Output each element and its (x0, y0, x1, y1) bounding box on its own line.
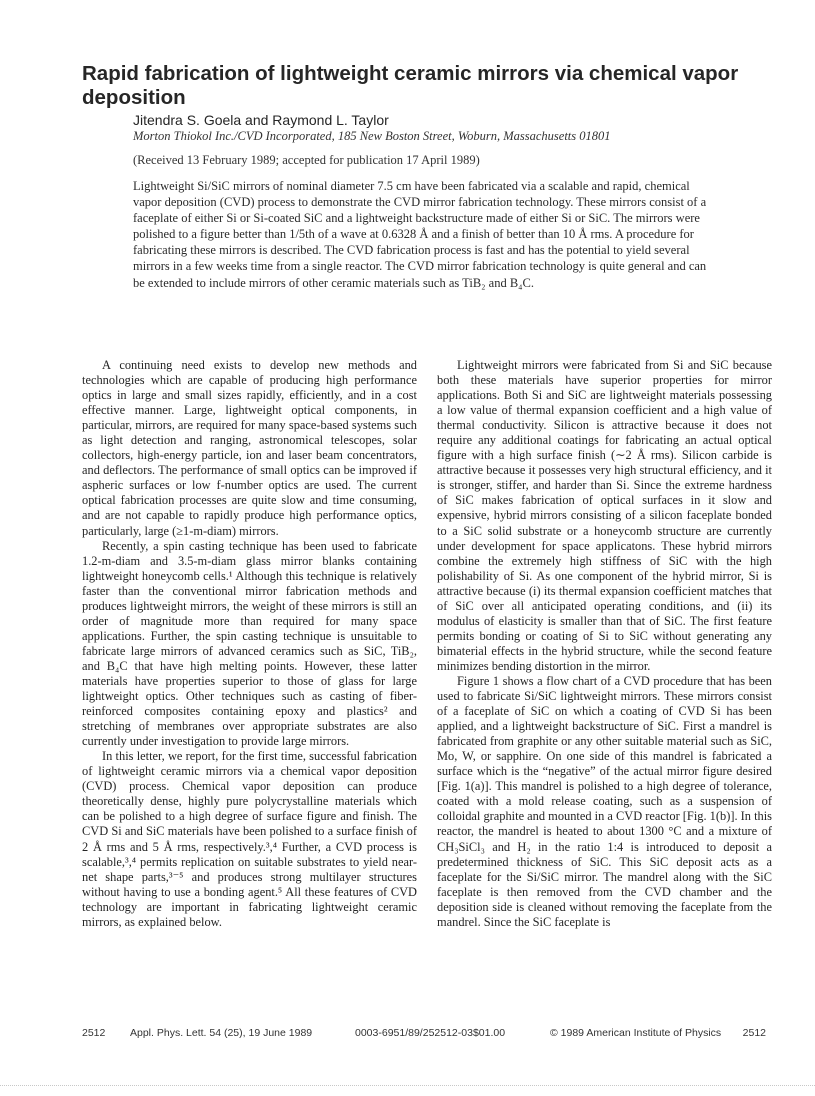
body-paragraph: In this letter, we report, for the first time, successful fabrication of lightweight ceramic mirrors via a chemical vapor deposition (CVD) process. Chemical vapor deposition can produce theoretically dense, highly pure polycrystalline materials which can be polished to a high degree of surface figure and finish. The CVD Si and SiC materials have been polished to a surface finish of 2 Å rms and 5 Å rms, respectively.³,⁴ Further, a CVD process is scalable,³,⁴ permits replication on suitable substrates to yield near-net shape parts,³⁻⁵ and produces strong multilayer structures without having to use a bonding agent.⁵ All these features of CVD technology are important in fabricating lightweight ceramic mirrors, as explained below. (82, 749, 417, 929)
footer-journal-citation: Appl. Phys. Lett. 54 (25), 19 June 1989 (130, 1027, 313, 1039)
footer-article-code: 0003-6951/89/252512-03$01.00 (355, 1027, 506, 1039)
abstract: Lightweight Si/SiC mirrors of nominal diameter 7.5 cm have been fabricated via a scalable and rapid, chemical vapor deposition (CVD) process to demonstrate the CVD mirror fabrication technology. These mirrors consist of a faceplate of either Si or Si-coated SiC and a lightweight backstructure made of either Si or SiC. The mirrors were polished to a figure better than 1/5th of a wave at 0.6328 Å and a finish of better than 10 Å rms. A procedure for fabricating these mirrors is described. The CVD fabrication process is fast and has the potential to yield several mirrors in a few weeks time from a single reactor. The CVD mirror fabrication technology is quite general and can be extended to include mirrors of other ceramic materials such as TiB₂ and B₄C. (133, 179, 707, 290)
body-paragraph: Lightweight mirrors were fabricated from Si and SiC because both these materials have superior properties for mirror applications. Both Si and SiC are lightweight materials possessing a low value of thermal expansion coefficient and a high value of thermal conductivity. Silicon is attractive because it does not require any additional coatings for fabricating an actual optical figure with a high surface finish (∼2 Å rms). Silicon carbide is attractive because it possesses very high structural efficiency, and it is stronger, stiffer, and harder than Si. Since the extreme hardness of SiC makes fabrication of optical surfaces in it slow and expensive, hybrid mirrors consisting of a silicon faceplate bonded to a SiC solid substrate or a honeycomb structure are currently under development for space applicatons. These hybrid mirrors combine the extremely high stiffness of SiC with the high polishability of Si. As one component of the hybrid mirror, Si is attractive because (i) its thermal expansion coefficient matches that of SiC over all anticipated operating conditions, and (ii) its modulus of elasticity is smaller than that of SiC. The first feature permits bonding or coating of Si to SiC without generating any bimaterial effects in the hybrid structure, while the second feature minimizes bending distortion in the mirror. (437, 358, 772, 673)
author-list: Jitendra S. Goela and Raymond L. Taylor (133, 112, 389, 128)
body-paragraph: A continuing need exists to develop new methods and technologies which are capable of producing high performance optics in large and small sizes rapidly, efficiently, and in a cost effective manner. Large, lightweight optical components, in particular, mirrors, are required for many space-based systems such as light detection and ranging, astronomical telescopes, solar collectors, high-energy particle, ion and laser beam concentrators, and deflectors. The performance of small optics can be improved if aspheric surfaces or low f-number optics are used. The current optical fabrication processes are quite slow and time consuming, and are not capable to rapidly produce high performance optics, particularly, large (≥1-m-diam) mirrors. (82, 358, 417, 538)
received-dates: (Received 13 February 1989; accepted for publication 17 April 1989) (133, 153, 480, 167)
body-paragraph: Figure 1 shows a flow chart of a CVD procedure that has been used to fabricate Si/SiC lightweight mirrors. These mirrors consist of a faceplate of SiC on which a coating of CVD Si has been applied, and a lightweight backstructure of SiC. First a mandrel is fabricated from graphite or any other suitable material such as SiC, Mo, W, or sapphire. On one side of this mandrel is fabricated a surface which is the “negative” of the actual mirror figure desired [Fig. 1(a)]. This mandrel is polished to a high degree of tolerance, coated with a mold release coating, such as a suspension of colloidal graphite and mounted in a CVD reactor [Fig. 1(b)]. In this reactor, the mandrel is heated to about 1300 °C and a mixture of CH₃SiCl₃ and H₂ in the ratio 1:4 is introduced to deposit a predetermined thickness of SiC. This SiC deposit acts as a faceplate for the Si/SiC mirror. The mandrel along with the SiC faceplate is then removed from the CVD chamber and the deposition side is cleaned without removing the faceplate from the mandrel. Since the SiC faceplate is (437, 673, 772, 929)
footer-page-number-left: 2512 (82, 1027, 106, 1039)
body-paragraph: Recently, a spin casting technique has been used to fabricate 1.2-m-diam and 3.5-m-diam glass mirror blanks containing lightweight honeycomb cells.¹ Although this technique is relatively faster than the conventional mirror fabrication methods and produces lightweight mirrors, the weight of these mirrors is still an order of magnitude more than required for many space applications. Further, the spin casting technique is unsuitable to fabricate large mirrors of advanced ceramics such as SiC, TiB₂, and B₄C that have high melting points. However, these latter materials have properties superior to those of glass for large lightweight optics. Other techniques such as casting of fiber-reinforced composites containing epoxy and plastics² and stretching of membranes over appropriate substrates are also currently under investigation to provide large mirrors. (82, 538, 417, 749)
article-title: Rapid fabrication of lightweight ceramic mirrors via chemical vapor deposition (82, 62, 739, 109)
scan-edge-divider (0, 1085, 815, 1087)
author-affiliation: Morton Thiokol Inc./CVD Incorporated, 185 New Boston Street, Woburn, Massachusetts 01801 (133, 129, 611, 143)
body-column-right (437, 358, 772, 930)
footer-page-number-right: 2512 (742, 1027, 766, 1039)
footer-copyright: © 1989 American Institute of Physics (550, 1027, 722, 1039)
page-footer (82, 1026, 766, 1040)
body-column-left (82, 358, 417, 930)
